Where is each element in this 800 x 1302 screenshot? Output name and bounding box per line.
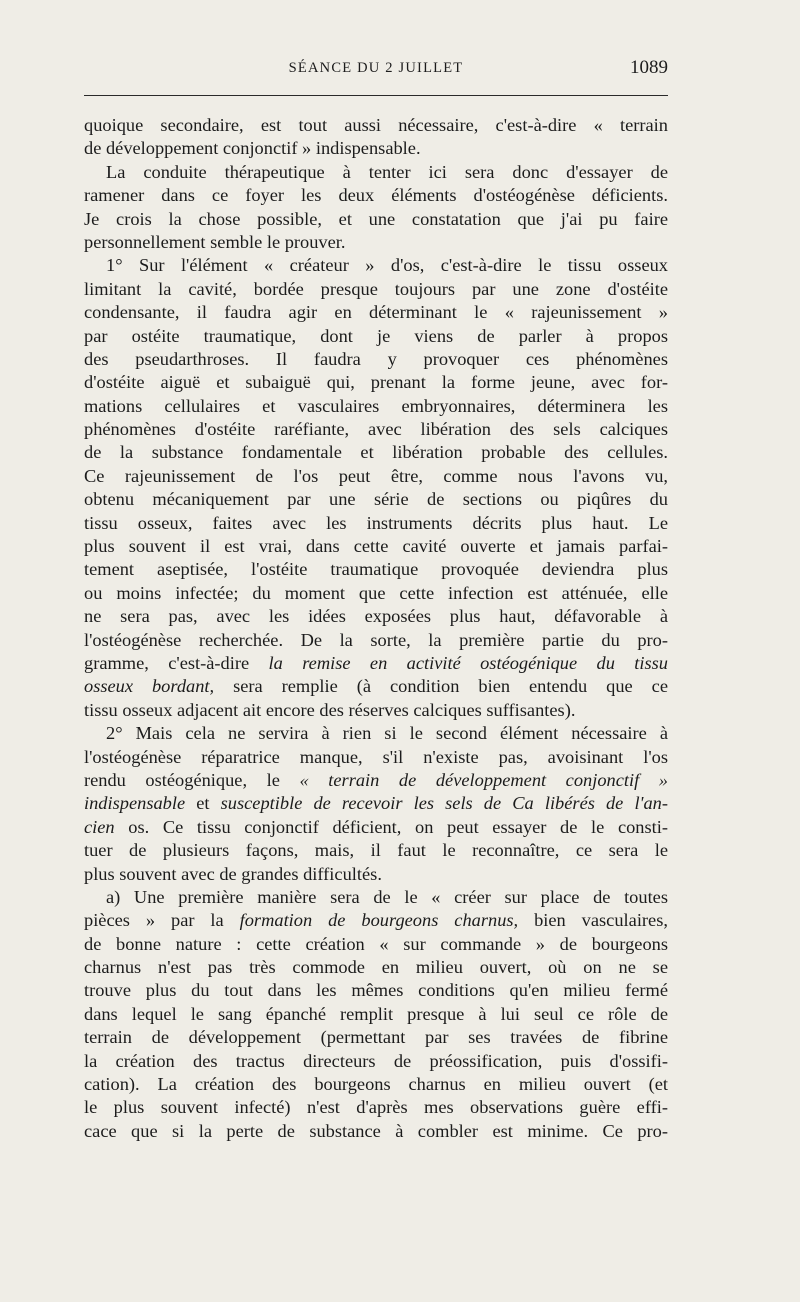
text-line: La conduite thérapeutique à tenter ici sera donc d'essayer de (106, 161, 668, 182)
text-line: l'ostéogénèse réparatrice manque, s'il n'existe pas, avoisinant l'os (84, 746, 668, 767)
header-rule (84, 95, 668, 96)
text-line: Ce rajeunissement de l'os peut être, comme nous l'avons vu, (84, 465, 668, 486)
text-run: gramme, c'est-à-dire (84, 652, 250, 673)
text-line (84, 909, 668, 932)
text-run: bien vasculaires, (534, 910, 668, 931)
text-line: de bonne nature : cette création « sur commande » de bourgeons (84, 933, 668, 954)
text-run-italic: osseux bordant, (84, 676, 215, 697)
text-line: l'ostéogénèse recherchée. De la sorte, la première partie du pro- (84, 629, 668, 650)
text-line (84, 652, 668, 675)
text-line: charnus n'est pas très commode en milieu ouvert, où on ne se (84, 957, 668, 978)
text-line: d'ostéite aiguë et subaiguë qui, prenant la forme jeune, avec for- (84, 372, 668, 393)
text-run: rendu ostéogénique, le (84, 769, 280, 790)
page-number: 1089 (630, 57, 668, 78)
text-line: par ostéite traumatique, dont je viens de parler à propos (84, 325, 668, 346)
text-line: tuer de plusieurs façons, mais, il faut le reconnaître, ce sera le (84, 840, 668, 861)
text-line: tissu osseux adjacent ait encore des réserves calciques suffisantes). (84, 699, 576, 720)
text-line: cace que si la perte de substance à combler est minime. Ce pro- (84, 1120, 668, 1141)
text-line (84, 816, 668, 839)
text-line: Je crois la chose possible, et une constatation que j'ai pu faire (84, 208, 668, 229)
text-line: 2° Mais cela ne servira à rien si le second élément nécessaire à (106, 723, 668, 744)
body-text (84, 114, 668, 1143)
text-line: quoique secondaire, est tout aussi nécessaire, c'est-à-dire « terrain (84, 115, 668, 135)
text-line: tement aseptisée, l'ostéite traumatique provoquée deviendra plus (84, 559, 668, 580)
text-line: ou moins infectée; du moment que cette infection est atténuée, elle (84, 582, 668, 603)
text-line: phénomènes d'ostéite raréfiante, avec libération des sels calciques (84, 419, 668, 440)
running-title: SÉANCE DU 2 JUILLET (288, 60, 464, 76)
text-run: sera remplie (à condition bien entendu que ce (233, 676, 668, 697)
text-line: ramener dans ce foyer les deux éléments d'ostéogénèse déficients. (84, 185, 668, 206)
text-line (84, 675, 668, 698)
text-line: le plus souvent infecté) n'est d'après mes observations guère effi- (84, 1097, 668, 1118)
text-line: terrain de développement (permettant par ses travées de fibrine (84, 1027, 668, 1048)
text-line: ne sera pas, avec les idées exposées plus haut, défavorable à (84, 606, 668, 627)
text-run-italic: susceptible de recevoir les sels de Ca libérés de l'an- (220, 793, 668, 814)
text-line: condensante, il faudra agir en déterminant le « rajeunissement » (84, 302, 668, 323)
text-line: limitant la cavité, bordée presque toujours par une zone d'ostéite (84, 278, 668, 299)
text-run-italic: la remise en activité ostéogénique du tissu (268, 652, 668, 673)
text-run-italic: « terrain de développement conjonctif » (299, 769, 668, 790)
text-run: et (196, 793, 210, 814)
text-line (84, 769, 668, 792)
text-line: des pseudarthroses. Il faudra y provoquer ces phénomènes (84, 348, 668, 369)
text-run-italic: formation de bourgeons charnus, (239, 910, 519, 931)
page-header (84, 57, 668, 86)
text-line: de développement conjonctif » indispensable. (84, 138, 421, 159)
text-line (84, 792, 668, 815)
text-line: a) Une première manière sera de le « créer sur place de toutes (106, 886, 668, 907)
text-run-italic: indispensable (84, 793, 186, 814)
text-line: personnellement semble le prouver. (84, 231, 346, 252)
text-line: obtenu mécaniquement par une série de sections ou piqûres du (84, 489, 668, 510)
text-run: pièces » par la (84, 910, 224, 931)
text-line: plus souvent il est vrai, dans cette cavité ouverte et jamais parfai- (84, 536, 668, 557)
text-line: trouve plus du tout dans les mêmes conditions qu'en milieu fermé (84, 980, 668, 1001)
text-line: plus souvent avec de grandes difficultés. (84, 863, 382, 884)
text-line: tissu osseux, faites avec les instruments décrits plus haut. Le (84, 512, 668, 533)
text-line: 1° Sur l'élément « créateur » d'os, c'est-à-dire le tissu osseux (106, 255, 668, 276)
text-line: dans lequel le sang épanché remplit presque à lui seul ce rôle de (84, 1003, 668, 1024)
text-run: os. Ce tissu conjonctif déficient, on peut essayer de le consti- (128, 816, 668, 837)
text-line: cation). La création des bourgeons charnus en milieu ouvert (et (84, 1074, 668, 1095)
text-line: de la substance fondamentale et libération probable des cellules. (84, 442, 668, 463)
text-line: la création des tractus directeurs de préossification, puis d'ossifi- (84, 1050, 668, 1071)
text-line: mations cellulaires et vasculaires embryonnaires, déterminera les (84, 395, 668, 416)
text-run-italic: cien (84, 816, 115, 837)
